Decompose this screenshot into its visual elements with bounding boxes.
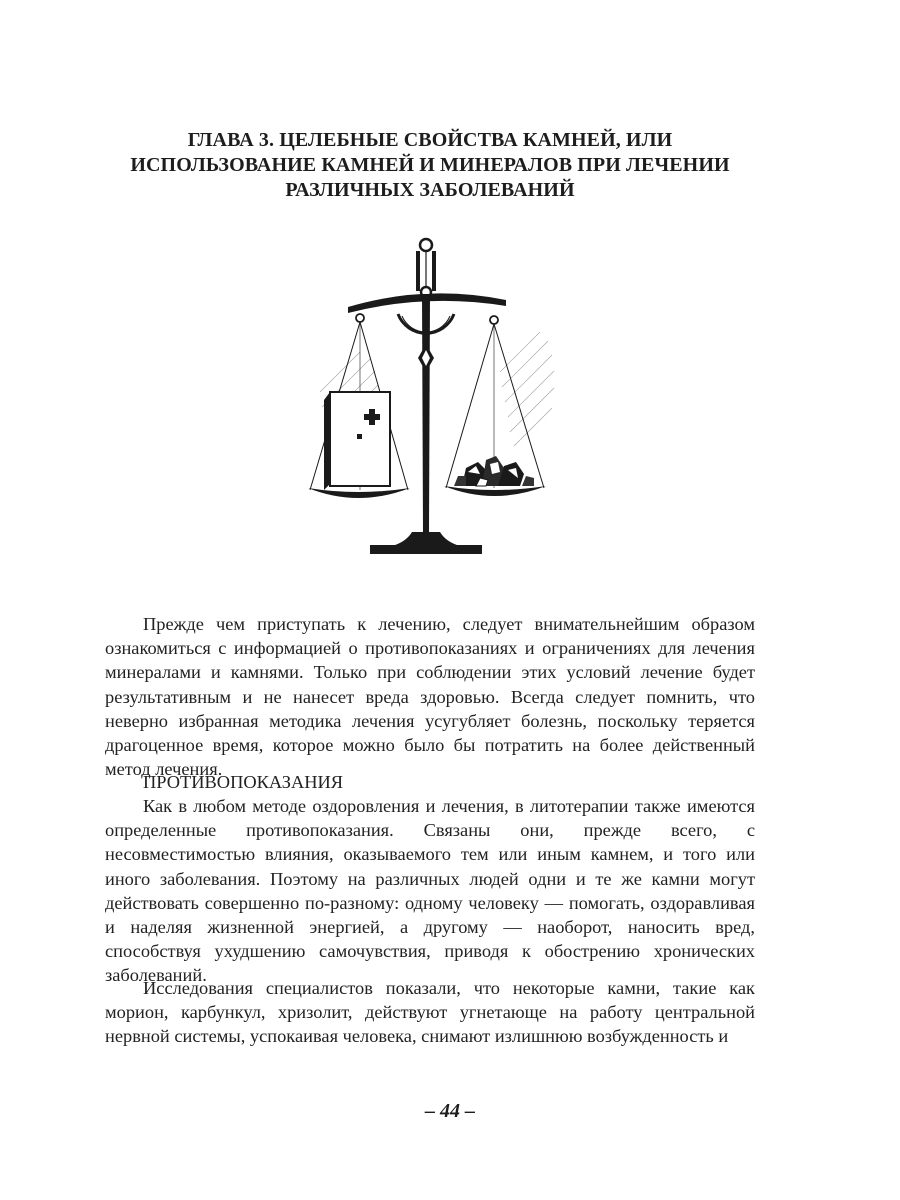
contraindications-paragraph bbox=[105, 794, 755, 988]
section-heading-block bbox=[105, 770, 755, 794]
stones-icon bbox=[454, 456, 534, 486]
paragraph-text: Как в любом методе оздоровления и лечения, в литотерапии также имеются определенные противопоказания. Связаны они, прежде всего, с несовместимостью влияния, оказываемого тем или иным камнем, и того или иного заболевания. Поэтому на различных людей одни и те же камни могут действовать совершенно по-разному: одному человеку — помогать, оздоравливая и наделяя жизненной энергией, а другому — наоборот, наносить вред, способствуя ухудшению самочувствия, приводя к обострению хронических заболеваний. bbox=[105, 796, 755, 986]
research-paragraph bbox=[105, 976, 755, 1049]
page-number: – 44 – bbox=[425, 1100, 475, 1122]
scale-column bbox=[422, 294, 430, 532]
medicine-box-icon bbox=[324, 392, 390, 490]
hanging-ring bbox=[420, 239, 432, 251]
paragraph-text: Исследования специалистов показали, что некоторые камни, такие как морион, карбункул, хризолит, действуют угнетающе на работу центральной нервной системы, успокаивая человека, снимают излишнюю возбужденность и bbox=[105, 978, 755, 1047]
chapter-title-line-1: ГЛАВА 3. ЦЕЛЕБНЫЕ СВОЙСТВА КАМНЕЙ, ИЛИ bbox=[187, 129, 673, 151]
chapter-title-line-3: РАЗЛИЧНЫХ ЗАБОЛЕВАНИЙ bbox=[285, 179, 575, 201]
section-heading: ПРОТИВОПОКАЗАНИЯ bbox=[143, 772, 344, 792]
scale-base bbox=[370, 545, 482, 554]
intro-paragraph bbox=[105, 612, 755, 781]
right-pan bbox=[444, 486, 546, 496]
scales-icon bbox=[300, 232, 560, 562]
left-pan bbox=[308, 488, 410, 498]
paragraph-text: Прежде чем приступать к лечению, следует внимательнейшим образом ознакомиться с информацией о противопоказаниях и ограничениях для лечения минералами и камнями. Только при соблюдении этих условий лечение будет результативным и не нанесет вреда здоровью. Всегда следует помнить, что неверно избранная методика лечения усугубляет болезнь, поскольку теряется драгоценное время, которое можно было бы потратить на более действенный метод лечения. bbox=[105, 614, 755, 780]
chapter-title bbox=[100, 128, 760, 203]
chapter-title-line-2: ИСПОЛЬЗОВАНИЕ КАМНЕЙ И МИНЕРАЛОВ ПРИ ЛЕЧЕНИИ bbox=[130, 154, 730, 176]
